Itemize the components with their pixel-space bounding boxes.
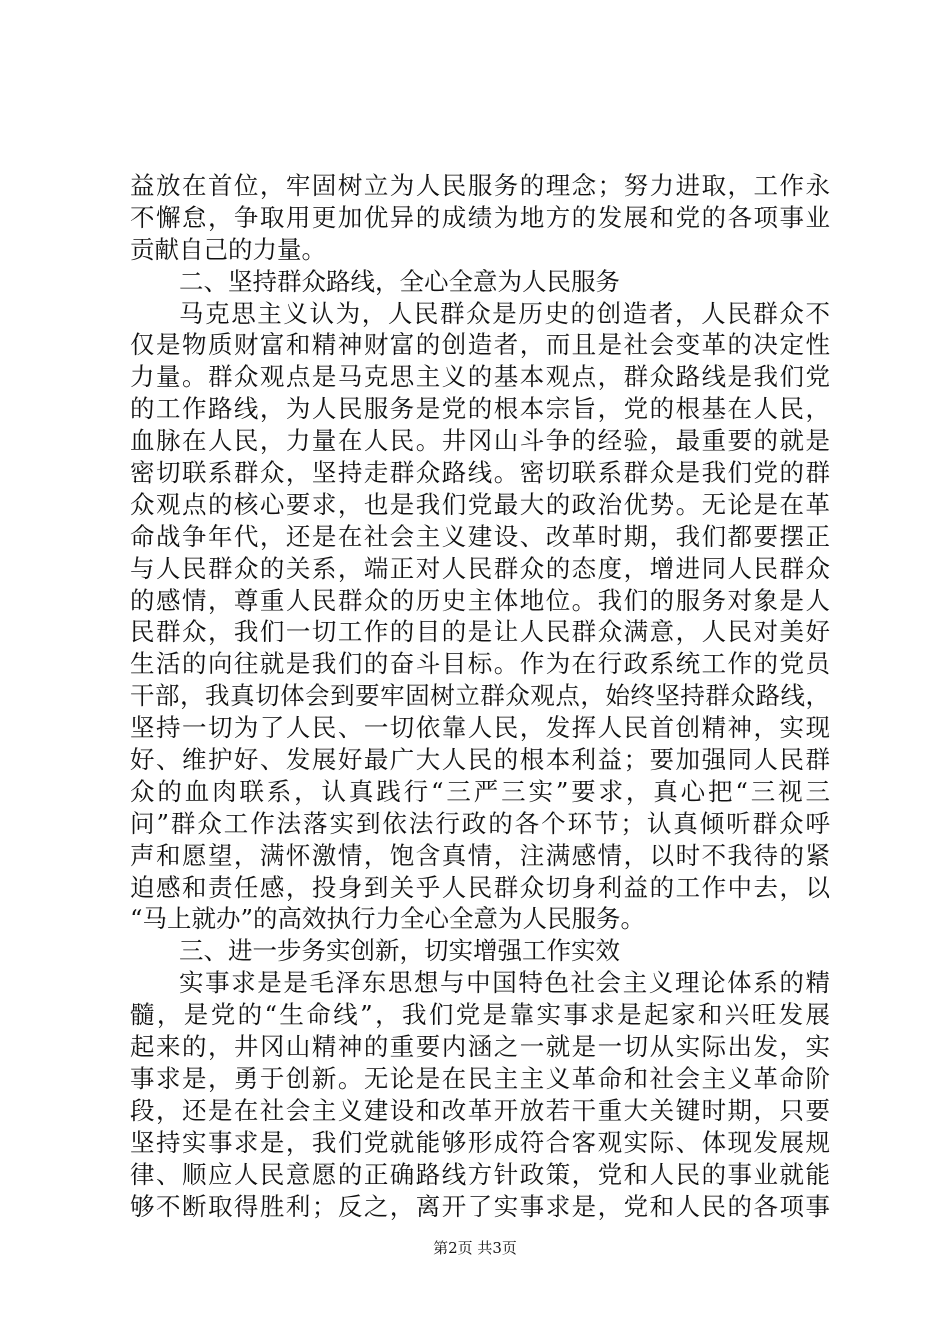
page-footer: 第2页 共3页 [433, 1239, 517, 1257]
text-line: 髓，是党的“生命线”，我们党是靠实事求是起家和兴旺发展 [130, 1000, 830, 1030]
text-line: 密切联系群众，坚持走群众路线。密切联系群众是我们党的群 [130, 458, 830, 488]
text-line: 益放在首位，牢固树立为人民服务的理念；努力进取，工作永 [130, 171, 830, 200]
text-line: 迫感和责任感，投身到关乎人民群众切身利益的工作中去，以 [130, 872, 830, 902]
text-line: 坚持实事求是，我们党就能够形成符合客观实际、体现发展规 [130, 1127, 830, 1157]
text-line: 众的血肉联系，认真践行“三严三实”要求，真心把“三视三 [130, 776, 830, 806]
body-text [130, 170, 830, 1222]
text-line: 力量。群众观点是马克思主义的基本观点，群众路线是我们党 [130, 362, 830, 392]
text-line: “马上就办”的高效执行力全心全意为人民服务。 [130, 904, 646, 934]
text-line: 生活的向往就是我们的奋斗目标。作为在行政系统工作的党员 [130, 649, 830, 679]
text-line: 好、维护好、发展好最广大人民的根本利益；要加强同人民群 [130, 745, 830, 775]
text-line: 马克思主义认为，人民群众是历史的创造者，人民群众不 [179, 298, 830, 328]
text-line: 的感情，尊重人民群众的历史主体地位。我们的服务对象是人 [130, 585, 830, 615]
text-line: 仅是物质财富和精神财富的创造者，而且是社会变革的决定性 [130, 330, 830, 360]
text-line: 命战争年代，还是在社会主义建设、改革时期，我们都要摆正 [130, 521, 830, 551]
text-line: 干部，我真切体会到要牢固树立群众观点，始终坚持群众路线， [130, 681, 830, 711]
text-line: 二、坚持群众路线，全心全意为人民服务 [179, 266, 620, 296]
text-line: 众观点的核心要求，也是我们党最大的政治优势。无论是在革 [130, 489, 830, 519]
text-line: 贡献自己的力量。 [130, 234, 326, 264]
text-line: 的工作路线，为人民服务是党的根本宗旨，党的根基在人民， [130, 394, 830, 424]
text-line: 与人民群众的关系，端正对人民群众的态度，增进同人民群众 [130, 553, 830, 583]
text-line: 坚持一切为了人民、一切依靠人民，发挥人民首创精神，实现 [130, 713, 830, 743]
text-line: 起来的，井冈山精神的重要内涵之一就是一切从实际出发，实 [130, 1032, 830, 1062]
text-line: 民群众，我们一切工作的目的是让人民群众满意，人民对美好 [130, 617, 830, 647]
text-line: 事求是，勇于创新。无论是在民主主义革命和社会主义革命阶 [130, 1063, 830, 1093]
text-line: 问”群众工作法落实到依法行政的各个环节；认真倾听群众呼 [130, 808, 830, 838]
text-line: 血脉在人民，力量在人民。井冈山斗争的经验，最重要的就是 [130, 426, 830, 456]
text-line: 够不断取得胜利；反之，离开了实事求是，党和人民的各项事 [130, 1191, 830, 1221]
text-line: 实事求是是毛泽东思想与中国特色社会主义理论体系的精 [179, 968, 830, 998]
text-line: 律、顺应人民意愿的正确路线方针政策，党和人民的事业就能 [130, 1159, 830, 1189]
text-line: 段，还是在社会主义建设和改革开放若干重大关键时期，只要 [130, 1095, 830, 1125]
text-line: 声和愿望，满怀激情，饱含真情，注满感情，以时不我待的紧 [130, 840, 830, 870]
text-line: 不懈怠，争取用更加优异的成绩为地方的发展和党的各项事业 [130, 202, 830, 232]
text-line: 三、进一步务实创新，切实增强工作实效 [179, 936, 620, 966]
